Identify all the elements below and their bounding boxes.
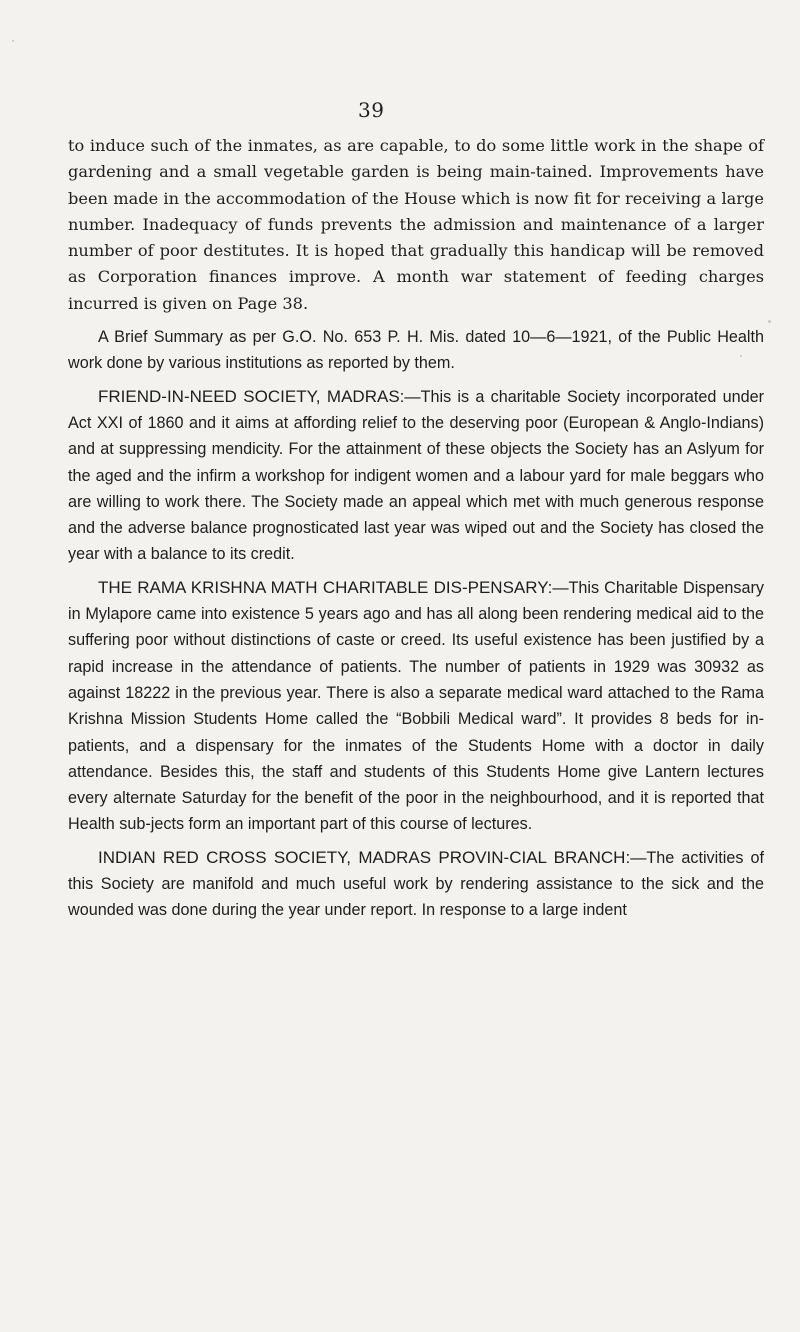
section-heading: INDIAN RED CROSS SOCIETY, MADRAS PROVIN-CIAL BRANCH:	[98, 847, 631, 867]
paper-speck	[768, 320, 771, 323]
paragraph-brief-summary	[68, 324, 764, 377]
paragraph-rama-krishna	[68, 575, 764, 838]
paragraph-text: to induce such of the inmates, as are capable, to do some little work in the shape of gardening and a small vegetable garden is being main-tained. Improvements have been made in the accommodation of the House which is now fit for receiving a large number. Inadequacy of funds prevents the admission and maintenance of a larger number of poor destitutes. It is hoped that gradually this handicap will be removed as Corporation finances improve. A month war statement of feeding charges incurred is given on Page 38.	[68, 136, 764, 313]
paragraph-friend-in-need	[68, 384, 764, 568]
paragraph-gardening	[68, 133, 764, 317]
section-heading: THE RAMA KRISHNA MATH CHARITABLE DIS-PENSARY:	[98, 577, 553, 597]
paragraph-text: —This Charitable Dispensary in Mylapore came into existence 5 years ago and has all along been rendering medical aid to the suffering poor without distinctions of caste or creed. Its useful existence has been justified by a rapid increase in the attendance of patients. The number of patients in 1929 was 30932 as against 18222 in the previous year. There is also a separate medical ward attached to the Rama Krishna Mission Students Home called the “Bobbili Medical ward”. It provides 8 beds for in-patients, and a dispensary for the inmates of the Students Home with a doctor in daily attendance. Besides this, the staff and students of this Students Home give Lantern lectures every alternate Saturday for the benefit of the poor in the neighbourhood, and it is reported that Health sub-jects form an important part of this course of lectures.	[68, 578, 764, 834]
paper-speck	[740, 355, 742, 357]
paragraph-text: A Brief Summary as per G.O. No. 653 P. H. Mis. dated 10—6—1921, of the Public Health work done by various institutions as reported by them.	[68, 328, 764, 373]
paragraph-red-cross	[68, 845, 764, 924]
paragraph-text: —This is a charitable Society incorporated under Act XXI of 1860 and it aims at affording relief to the deserving poor (European & Anglo-Indians) and at suppressing mendicity. For the attainment of these objects the Society has an Aslyum for the aged and the infirm a workshop for indigent women and a labour yard for male beggars who are willing to work there. The Society made an appeal which met with much generous response and the adverse balance prognosticated last year was wiped out and the Society has closed the year with a balance to its credit.	[68, 387, 764, 564]
paper-speck	[12, 40, 14, 42]
paragraph-text: —The activities of this Society are manifold and much useful work by rendering assistance to the sick and the wounded was done during the year under report. In response to a large indent	[68, 848, 764, 920]
page-number: 39	[358, 98, 385, 122]
body-text	[68, 133, 764, 931]
section-heading: FRIEND-IN-NEED SOCIETY, MADRAS:	[98, 386, 405, 406]
